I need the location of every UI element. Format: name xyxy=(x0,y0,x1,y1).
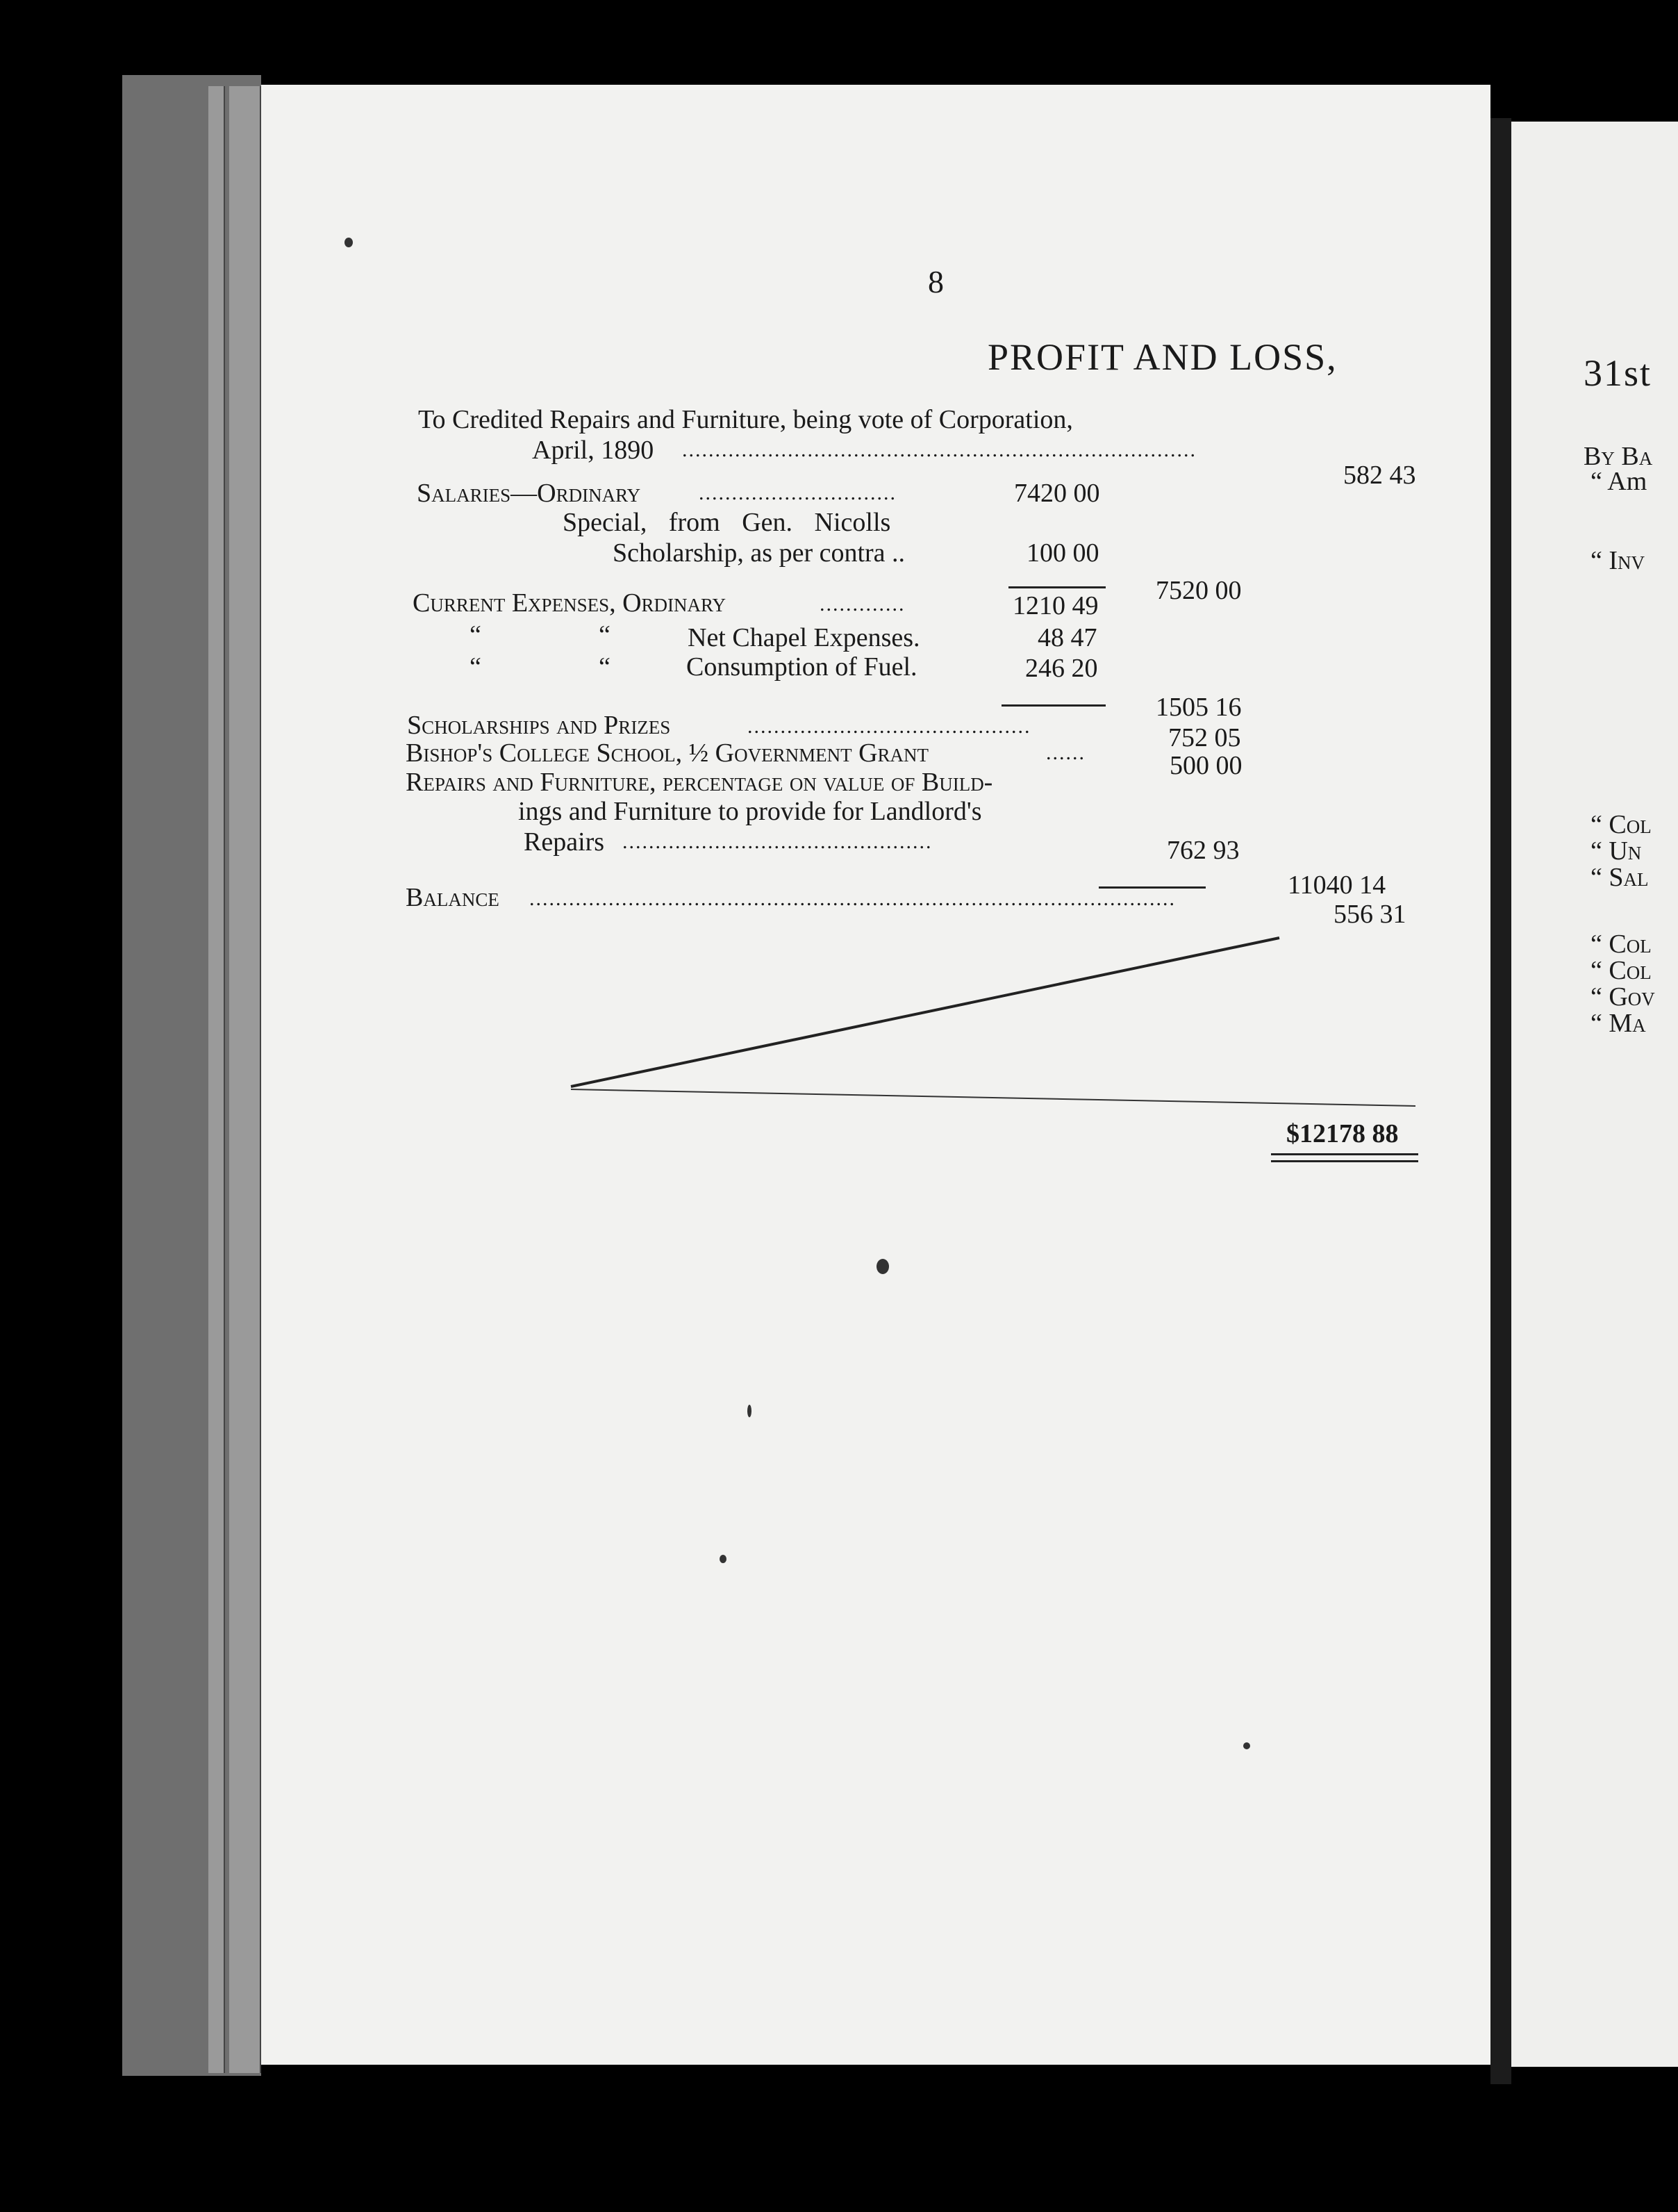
credited-amount: 582 43 xyxy=(1343,461,1416,490)
scholarships-label: Scholarships and Prizes xyxy=(407,711,671,740)
facing-line: “ Am xyxy=(1590,467,1647,496)
dot-leader: ...... xyxy=(1046,741,1086,764)
credited-line-1: To Credited Repairs and Furniture, being vote of Corporation, xyxy=(418,405,1073,434)
page-number: 8 xyxy=(928,264,944,299)
facing-line: “ Col xyxy=(1590,930,1652,959)
facing-line: “ Gov xyxy=(1590,982,1655,1012)
grand-total: $12178 88 xyxy=(1286,1119,1399,1148)
fuel-label: Consumption of Fuel. xyxy=(686,652,917,682)
special-line-1: Special, from Gen. Nicolls xyxy=(563,508,891,537)
ledger-heading: PROFIT AND LOSS, xyxy=(988,336,1338,378)
facing-line: “ Col xyxy=(1590,810,1652,839)
current-expenses-label: Current Expenses, Ordinary xyxy=(413,588,726,618)
facing-line: “ Inv xyxy=(1590,546,1645,575)
special-amount: 100 00 xyxy=(1027,538,1099,568)
salaries-ordinary-amount: 7420 00 xyxy=(1014,479,1100,508)
ditto-mark: “ xyxy=(470,652,481,682)
ink-speck xyxy=(344,238,353,247)
ink-speck xyxy=(747,1405,751,1417)
credited-line-2: April, 1890 xyxy=(532,436,654,465)
dot-leader: ............................................... xyxy=(622,830,933,853)
cancel-stroke xyxy=(261,85,1490,1196)
facing-heading: 31st xyxy=(1584,352,1652,394)
fuel-amount: 246 20 xyxy=(1025,654,1098,683)
repairs-line-1: Repairs and Furniture, percentage on value of Build- xyxy=(406,768,993,797)
balance-label: Balance xyxy=(406,883,499,912)
current-total: 1505 16 xyxy=(1156,693,1242,722)
chapel-amount: 48 47 xyxy=(1038,623,1097,652)
double-rule xyxy=(1271,1153,1418,1155)
facing-line: “ Sal xyxy=(1590,863,1649,892)
repairs-line-3: Repairs xyxy=(524,827,605,857)
ink-speck xyxy=(720,1555,726,1563)
dot-leader: .............................. xyxy=(699,481,897,504)
repairs-amount: 762 93 xyxy=(1167,836,1240,865)
ink-speck xyxy=(877,1259,889,1274)
chapel-label: Net Chapel Expenses. xyxy=(688,623,920,652)
dot-leader: ............. xyxy=(820,593,906,616)
balance-amount: 556 31 xyxy=(1334,900,1406,929)
page-edge xyxy=(208,86,225,2073)
subtotal-amount: 11040 14 xyxy=(1288,870,1386,900)
facing-line: By Ba xyxy=(1584,442,1653,471)
dot-leader: ........................................... xyxy=(747,715,1031,738)
scholarships-amount: 752 05 xyxy=(1168,723,1241,752)
salaries-label: Salaries—Ordinary xyxy=(417,479,641,508)
ditto-mark: “ xyxy=(599,620,610,650)
facing-page xyxy=(1511,122,1678,2067)
ledger-page xyxy=(261,85,1490,2065)
page-edge xyxy=(229,86,246,2073)
dot-leader: .............................................................................. xyxy=(682,438,1197,461)
salaries-total: 7520 00 xyxy=(1156,576,1242,605)
repairs-line-2: ings and Furniture to provide for Landlord's xyxy=(518,797,982,826)
book-gutter xyxy=(1490,118,1511,2084)
bishops-amount: 500 00 xyxy=(1170,751,1243,780)
special-line-2: Scholarship, as per contra .. xyxy=(613,538,906,568)
double-rule xyxy=(1271,1160,1418,1162)
facing-line: “ Un xyxy=(1590,836,1642,866)
bishops-label: Bishop's College School, ½ Government Grant xyxy=(406,738,929,768)
dot-leader: .................................................................................................. xyxy=(529,887,1176,910)
facing-line: “ Col xyxy=(1590,956,1652,985)
page-edge xyxy=(244,86,261,2073)
ditto-mark: “ xyxy=(470,620,481,650)
current-ordinary-amount: 1210 49 xyxy=(1013,591,1099,620)
facing-line: “ Ma xyxy=(1590,1009,1646,1038)
ditto-mark: “ xyxy=(599,652,610,682)
ink-speck xyxy=(1243,1742,1250,1749)
